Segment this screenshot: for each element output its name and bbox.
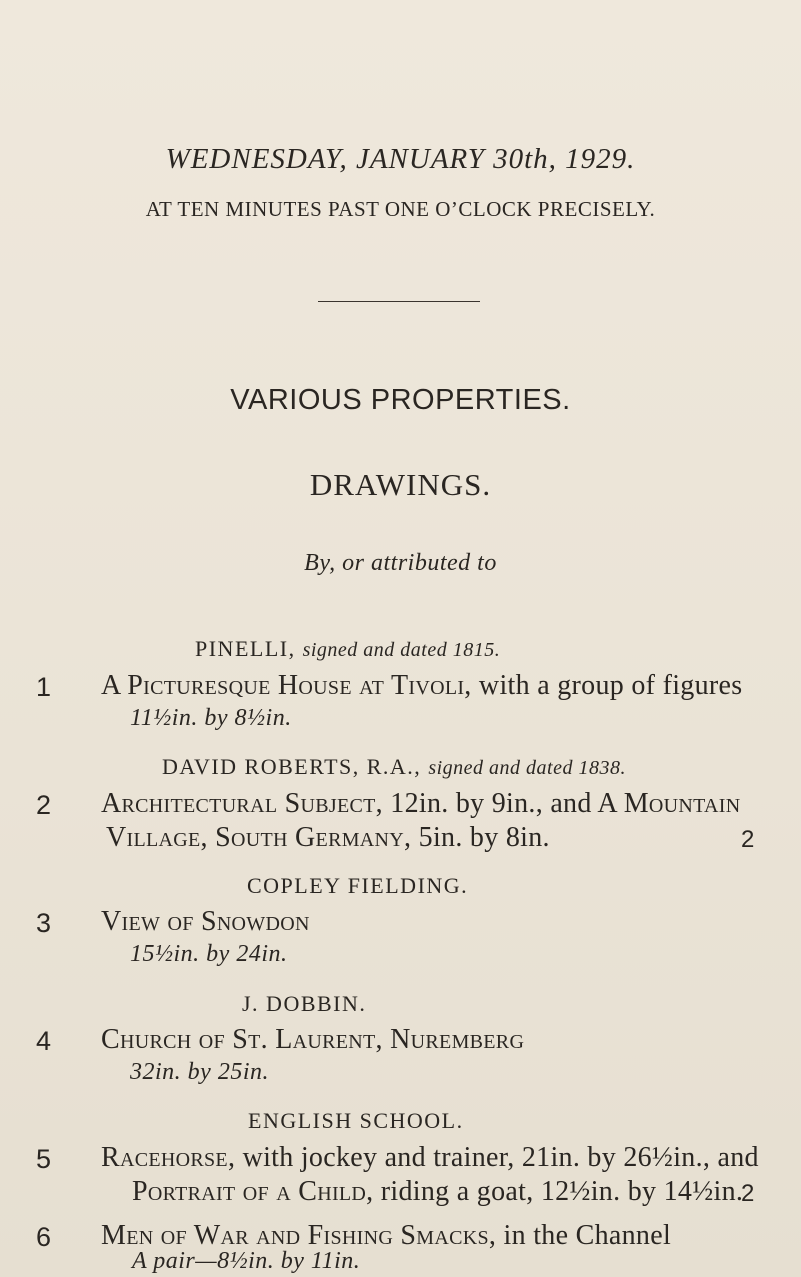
- divider-rule: [318, 301, 480, 302]
- lot-description: [101, 1024, 524, 1056]
- lot-title: Church of St. Laurent, Nuremberg: [101, 1024, 525, 1055]
- artist-heading: [248, 1108, 464, 1134]
- lot-title: Architectural Subject,: [101, 788, 383, 819]
- lot-title: Portrait of a Child,: [132, 1176, 374, 1207]
- artist-note: signed and dated 1815.: [302, 639, 501, 661]
- lot-dimensions: 11½in. by 8½in.: [130, 705, 292, 731]
- lot-description-line2: [106, 822, 550, 854]
- lot-description: [101, 670, 742, 702]
- lot-title-tail: A Mountain: [597, 788, 741, 819]
- lot-count-mark: 2: [741, 1180, 755, 1207]
- artist-heading: [162, 754, 626, 780]
- lot-title: Racehorse,: [101, 1142, 236, 1173]
- lot-count-mark: 2: [741, 826, 755, 853]
- lot-title: View of Snowdon: [101, 906, 310, 937]
- lot-dimensions: 32in. by 25in.: [130, 1059, 269, 1085]
- lot-number: 6: [36, 1222, 52, 1252]
- lot-title-rest: with a group of figures: [478, 670, 743, 701]
- lot-description: [101, 1142, 759, 1174]
- lot-number: 5: [36, 1144, 52, 1174]
- artist-note: signed and dated 1838.: [428, 757, 626, 779]
- artist-heading: [242, 991, 366, 1017]
- attribution-line: By, or attributed to: [304, 550, 497, 576]
- lot-title: A Picturesque House at Tivoli,: [101, 670, 472, 701]
- lot-dimensions: riding a goat, 12½in. by 14½in.: [380, 1176, 744, 1207]
- lot-dimensions: A pair—8½in. by 11in.: [132, 1248, 361, 1274]
- lot-number: 3: [36, 908, 52, 938]
- lot-description: [101, 906, 310, 938]
- artist-name: PINELLI,: [195, 636, 296, 661]
- lot-number: 1: [36, 672, 52, 702]
- lot-description: [101, 788, 741, 820]
- artist-heading: [247, 873, 468, 899]
- artist-name: ENGLISH SCHOOL.: [248, 1108, 464, 1133]
- lot-title: Men of War and Fishing Smacks,: [101, 1220, 497, 1251]
- category-title: DRAWINGS.: [309, 467, 492, 502]
- lot-dimensions: 15½in. by 24in.: [130, 941, 288, 967]
- lot-title-rest: with jockey and trainer, 21in. by 26½in., and: [242, 1142, 759, 1173]
- section-title: VARIOUS PROPERTIES.: [230, 384, 571, 416]
- lot-title-rest: in the Channel: [503, 1220, 672, 1251]
- lot-number: 2: [36, 790, 52, 820]
- lot-number: 4: [36, 1026, 52, 1056]
- artist-heading: [195, 636, 500, 662]
- artist-name: DAVID ROBERTS, R.A.,: [162, 754, 422, 779]
- lot-dimensions: 5in. by 8in.: [418, 822, 550, 853]
- lot-title-rest: 12in. by 9in., and: [390, 788, 592, 819]
- sale-date-heading: WEDNESDAY, JANUARY 30th, 1929.: [165, 143, 636, 175]
- artist-name: COPLEY FIELDING.: [247, 873, 469, 898]
- lot-description-line2: [132, 1176, 743, 1208]
- lot-title: Village, South Germany,: [106, 822, 412, 853]
- artist-name: J. DOBBIN.: [242, 991, 367, 1016]
- sale-time-heading: AT TEN MINUTES PAST ONE O’CLOCK PRECISELY.: [145, 197, 656, 221]
